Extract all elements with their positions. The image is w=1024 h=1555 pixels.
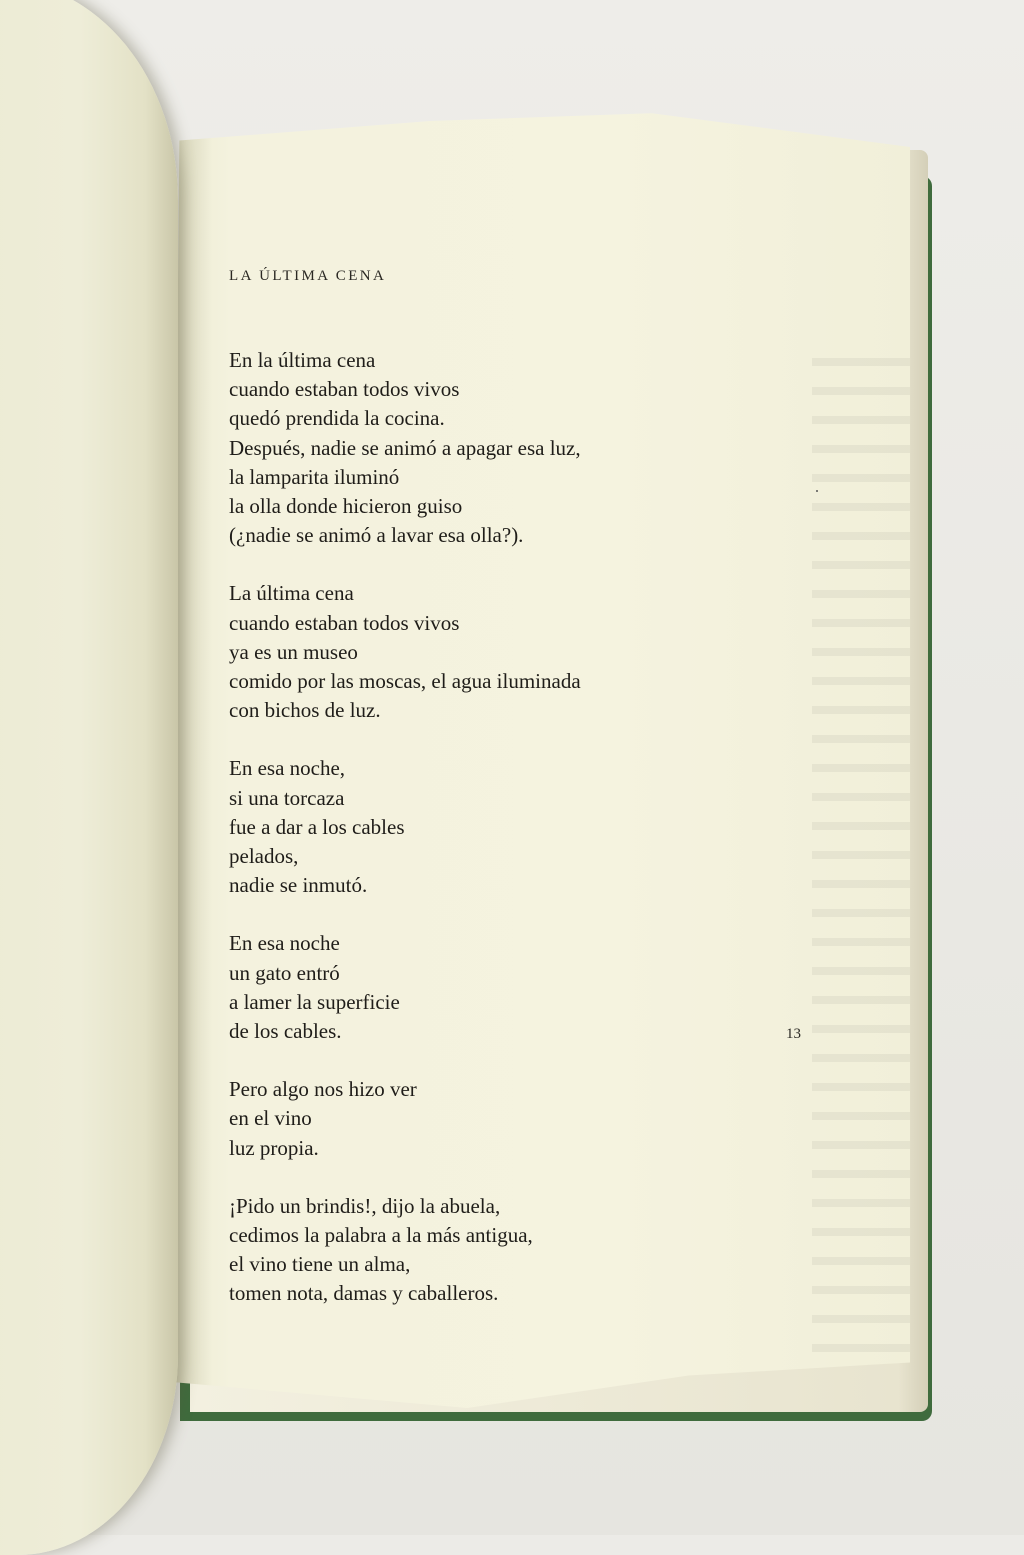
poem-line: un gato entró (229, 960, 340, 985)
poem-line: cuando estaban todos vivos (229, 610, 460, 635)
poem (229, 346, 829, 1338)
page-number: 13 (786, 1026, 801, 1042)
stanza (229, 579, 829, 725)
poem-line: quedó prendida la cocina. (229, 406, 445, 431)
poem-line: En la última cena (229, 348, 376, 372)
poem-line: la olla donde hicieron guiso (229, 494, 463, 519)
poem-line: cuando estaban todos vivos (229, 377, 460, 402)
poem-line: a lamer la superficie (229, 989, 400, 1014)
poem-line: comido por las moscas, el agua iluminada (229, 669, 581, 694)
poem-line: fue a dar a los cables (229, 814, 405, 839)
poem-line: ya es un museo (229, 639, 358, 664)
poem-line: con bichos de luz. (229, 698, 381, 723)
poem-line: Después, nadie se animó a apagar esa luz, (229, 435, 581, 460)
poem-line: tomen nota, damas y caballeros. (229, 1281, 499, 1306)
poem-line: En esa noche (229, 931, 340, 956)
poem-line: Pero algo nos hizo ver (229, 1077, 417, 1102)
poem-line: (¿nadie se animó a lavar esa olla?). (229, 523, 524, 548)
stanza (229, 346, 829, 550)
running-head: LA ÚLTIMA CENA (229, 268, 387, 284)
poem-line: la lamparita iluminó (229, 464, 400, 489)
poem-line: nadie se inmutó. (229, 873, 368, 898)
poem-line: pelados, (229, 844, 299, 869)
poem-line: el vino tiene un alma, (229, 1252, 411, 1277)
stanza (229, 1192, 829, 1309)
poem-line: ¡Pido un brindis!, dijo la abuela, (229, 1193, 501, 1218)
poem-line: cedimos la palabra a la más antigua, (229, 1223, 533, 1248)
poem-line: si una torcaza (229, 785, 345, 810)
stanza (229, 1075, 829, 1163)
stanza (229, 754, 829, 900)
paper-speck (816, 490, 818, 492)
stanza (229, 929, 829, 1046)
poem-line: luz propia. (229, 1135, 319, 1160)
poem-line: en el vino (229, 1106, 312, 1131)
poem-line: de los cables. (229, 1019, 342, 1044)
poem-line: La última cena (229, 581, 354, 606)
poem-line: En esa noche, (229, 756, 346, 781)
